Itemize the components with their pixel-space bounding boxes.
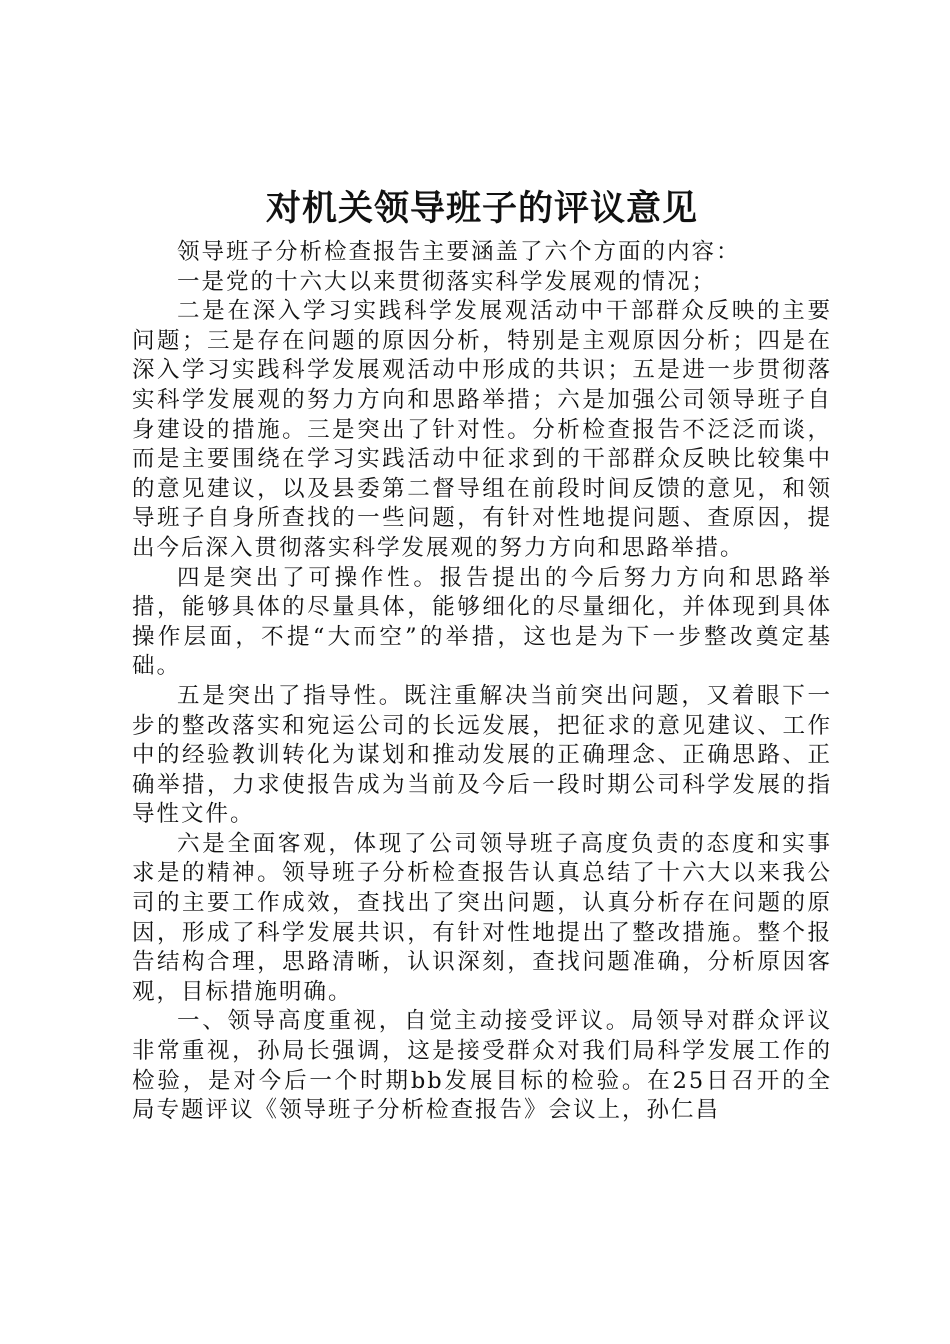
paragraph: 一是党的十六大以来贯彻落实科学发展观的情况； xyxy=(177,268,717,295)
document-title: 对机关领导班子的评议意见 xyxy=(265,188,698,229)
paragraph: 领导班子分析检查报告主要涵盖了六个方面的内容： xyxy=(177,239,741,265)
paragraph: 二是在深入学习实践科学发展观活动中干部群众反映的主要问题；三是存在问题的原因分析，特别是主观原因分析；四是在深入学习实践科学发展观活动中形成的共识；五是进一步贯彻落实科学发展观的努力方向和思路举措；六是加强公司领导班子自身建设的措施。三是突出了针对性。分析检查报告不泛泛而谈，而是主要围绕在学习实践活动中征求到的干部群众反映比较集中的意见建议，以及县委第二督导组在前段时间反馈的意见，和领导班子自身所查找的一些问题，有针对性地提问题、查原因，提出今后深入贯彻落实科学发展观的努力方向和思路举措。 xyxy=(132,298,832,561)
paragraph: 一、领导高度重视，自觉主动接受评议。局领导对群众评议非常重视，孙局长强调，这是接受群众对我们局科学发展工作的检验，是对今后一个时期bb发展目标的检验。在25日召开的全局专题评议《领导班子分析检查报告》会议上，孙仁昌 xyxy=(132,1008,832,1124)
paragraph: 四是突出了可操作性。报告提出的今后努力方向和思路举措，能够具体的尽量具体，能够细化的尽量细化，并体现到具体操作层面，不提“大而空”的举措，这也是为下一步整改奠定基础。 xyxy=(132,564,832,680)
paragraph: 六是全面客观，体现了公司领导班子高度负责的态度和实事求是的精神。领导班子分析检查报告认真总结了十六大以来我公司的主要工作成效，查找出了突出问题，认真分析存在问题的原因，形成了科学发展共识，有针对性地提出了整改措施。整个报告结构合理，思路清晰，认识深刻，查找问题准确，分析原因客观，目标措施明确。 xyxy=(132,830,832,1005)
document-page xyxy=(132,186,832,1126)
paragraph: 五是突出了指导性。既注重解决当前突出问题，又着眼下一步的整改落实和宛运公司的长远发展，把征求的意见建议、工作中的经验教训转化为谋划和推动发展的正确理念、正确思路、正确举措，力求使报告成为当前及今后一段时期公司科学发展的指导性文件。 xyxy=(132,682,832,828)
